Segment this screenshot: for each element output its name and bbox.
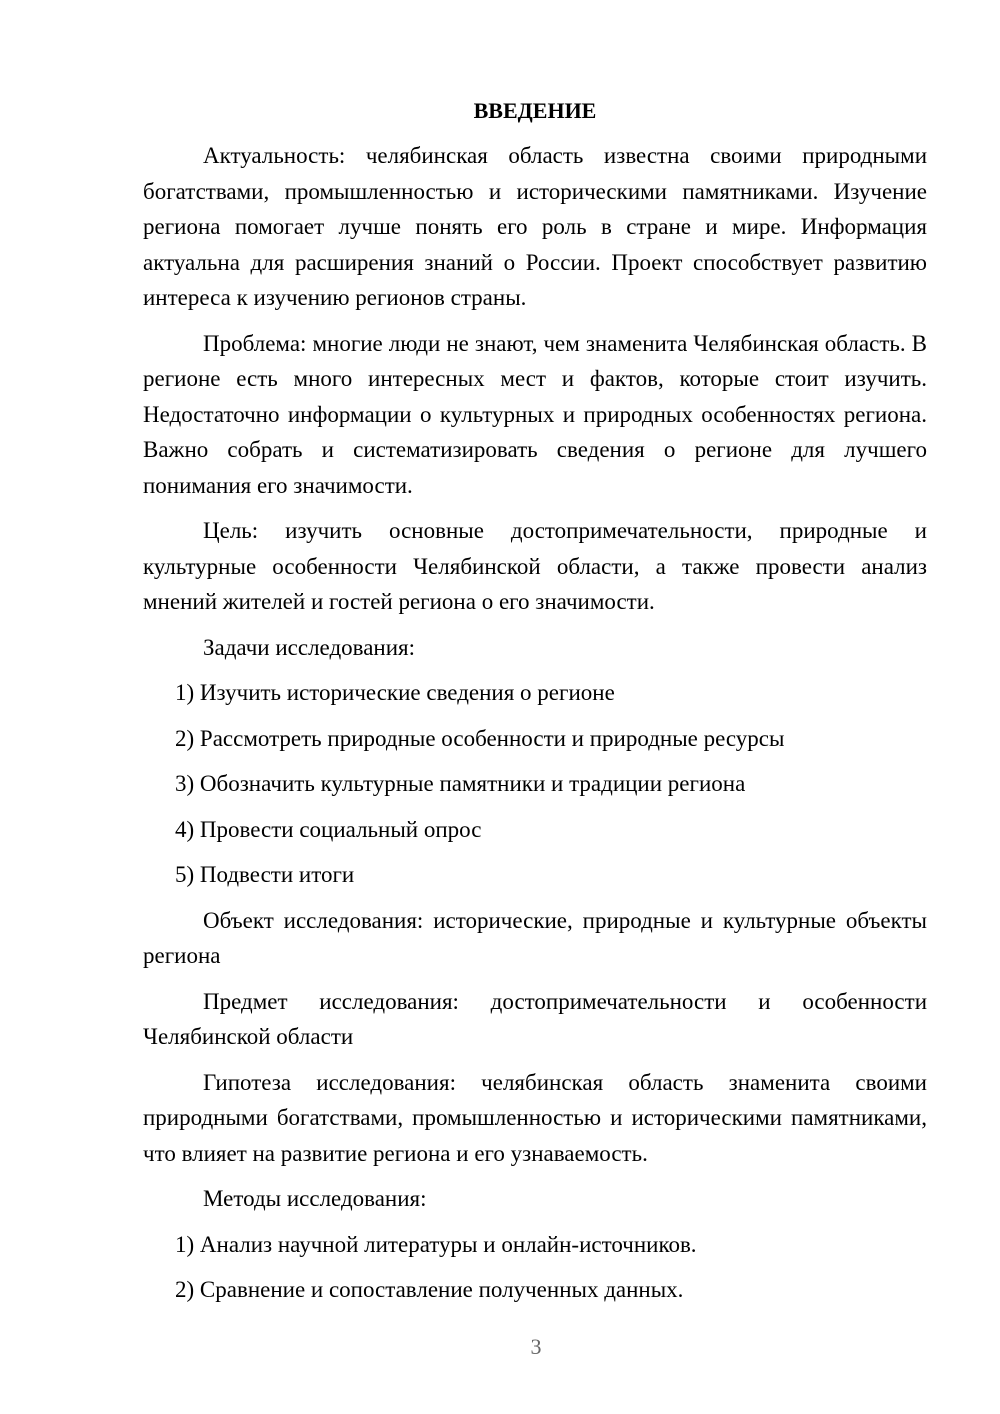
page-content: [143, 96, 927, 1318]
task-item: 2) Рассмотреть природные особенности и природные ресурсы: [175, 725, 785, 751]
method-item: 1) Анализ научной литературы и онлайн-источников.: [175, 1231, 697, 1257]
tasks-label: Задачи исследования:: [203, 634, 416, 660]
subject-paragraph: Предмет исследования: достопримечательности и особенности Челябинской области: [143, 988, 927, 1049]
task-item: 3) Обозначить культурные памятники и традиции региона: [175, 771, 746, 796]
method-item: 2) Сравнение и сопоставление полученных данных.: [175, 1277, 684, 1302]
object-paragraph: Объект исследования: исторические, природные и культурные объекты региона: [143, 907, 927, 968]
problem-paragraph: Проблема: многие люди не знают, чем знаменита Челябинская область. В регионе есть много интересных мест и фактов, которые стоит изучить. Недостаточно информации о культурных и природных особенностях региона. Важно собрать и систематизировать сведения о регионе для лучшего понимания его значимости.: [143, 330, 927, 498]
methods-label: Методы исследования:: [203, 1186, 427, 1211]
task-item: 4) Провести социальный опрос: [175, 816, 482, 842]
hypothesis-paragraph: Гипотеза исследования: челябинская область знаменита своими природными богатствами, промышленностью и историческими памятниками, что влияет на развитие региона и его узнаваемость.: [143, 1069, 927, 1166]
page-number: 3: [530, 1334, 542, 1359]
task-item: 1) Изучить исторические сведения о регионе: [175, 680, 615, 705]
task-item: 5) Подвести итоги: [175, 862, 355, 887]
relevance-paragraph: Актуальность: челябинская область известна своими природными богатствами, промышленностью и историческими памятниками. Изучение региона помогает лучше понять его роль в стране и мире. Информация актуальна для расширения знаний о России. Проект способствует развитию интереса к изучению регионов страны.: [143, 143, 927, 310]
goal-paragraph: Цель: изучить основные достопримечательности, природные и культурные особенности Челябинской области, а также провести анализ мнений жителей и гостей региона о его значимости.: [143, 518, 927, 614]
section-title: ВВЕДЕНИЕ: [473, 98, 597, 123]
